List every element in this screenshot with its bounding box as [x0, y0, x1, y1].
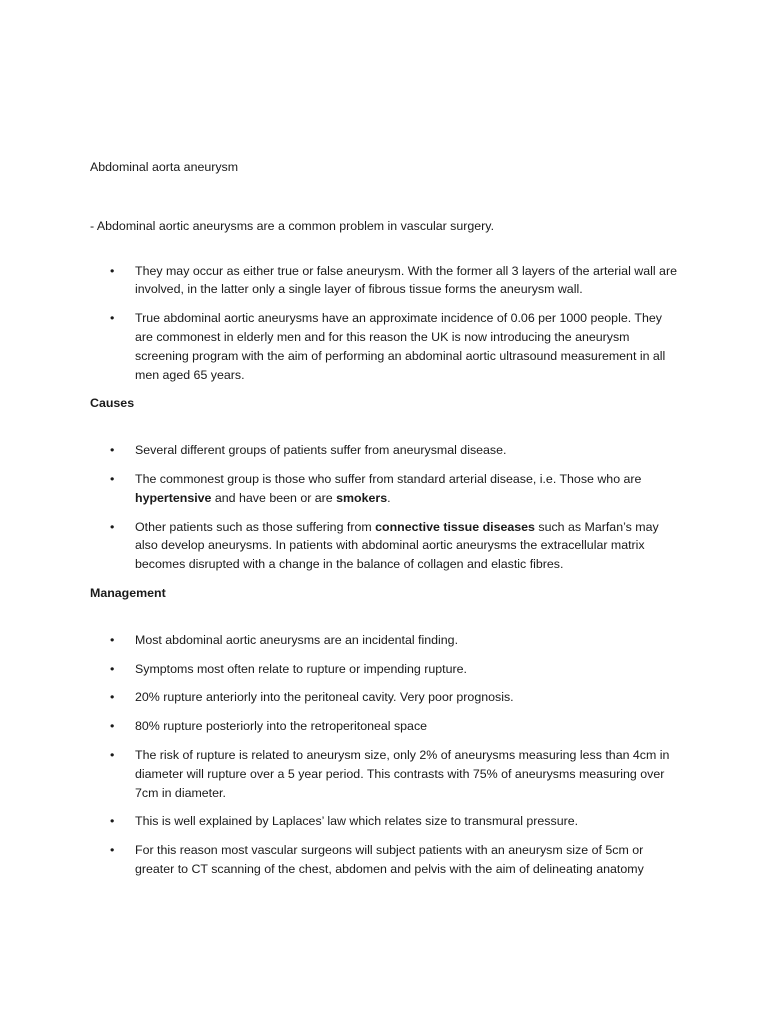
- list-item: • The risk of rupture is related to aneurysm size, only 2% of aneurysms measuring less than 4cm in diameter will rupture over a 5 year period. This contrasts with 75% of aneurysms measuring over 7cm in diameter.: [90, 746, 682, 802]
- list-item: • They may occur as either true or false aneurysm. With the former all 3 layers of the arterial wall are involved, in the latter only a single layer of fibrous tissue forms the aneurysm wall.: [90, 262, 682, 300]
- management-bullet-list: [90, 631, 682, 879]
- causes-heading: Causes: [90, 396, 135, 411]
- list-item: [90, 470, 682, 508]
- hypertensive-term: hypertensive: [135, 490, 212, 505]
- list-item: • 20% rupture anteriorly into the peritoneal cavity. Very poor prognosis.: [90, 688, 682, 707]
- list-item: • Symptoms most often relate to rupture or impending rupture.: [90, 660, 682, 679]
- list-item: • True abdominal aortic aneurysms have an approximate incidence of 0.06 per 1000 people. They are commonest in elderly men and for this reason the UK is now introducing the aneurysm screening program with the aim of performing an abdominal aortic ultrasound measurement in all men aged 65 years.: [90, 309, 682, 384]
- causes-bullet-list: [90, 441, 682, 574]
- causes-item3-text: such as Marfan’s may also develop aneurysms. In patients with abdominal aortic aneurysms the extracellular matrix becomes disrupted with a change in the balance of collagen and elastic fibres.: [135, 519, 659, 572]
- smokers-term: smokers: [336, 490, 388, 505]
- causes-item2-text: The commonest group is those who suffer from standard arterial disease, i.e. Those who are: [135, 471, 642, 486]
- connective-tissue-term: connective tissue diseases: [375, 519, 535, 534]
- causes-item2-text: .: [387, 490, 391, 505]
- list-item: • This is well explained by Laplaces’ law which relates size to transmural pressure.: [90, 812, 682, 831]
- list-item: • For this reason most vascular surgeons will subject patients with an aneurysm size of 5cm or greater to CT scanning of the chest, abdomen and pelvis with the aim of delineating anatomy: [90, 841, 682, 879]
- intro-bullet-list: [90, 262, 682, 385]
- list-item: • 80% rupture posteriorly into the retroperitoneal space: [90, 717, 682, 736]
- list-item: • Several different groups of patients suffer from aneurysmal disease.: [90, 441, 682, 460]
- document-title: Abdominal aorta aneurysm: [90, 160, 239, 174]
- causes-item2-text: and have been or are: [211, 490, 337, 505]
- causes-item3-text: Other patients such as those suffering from: [135, 519, 376, 534]
- document-page: [90, 158, 682, 889]
- intro-paragraph: - Abdominal aortic aneurysms are a common problem in vascular surgery.: [90, 218, 495, 233]
- list-item: • Most abdominal aortic aneurysms are an incidental finding.: [90, 631, 682, 650]
- management-heading: Management: [90, 585, 166, 600]
- list-item: [90, 518, 682, 574]
